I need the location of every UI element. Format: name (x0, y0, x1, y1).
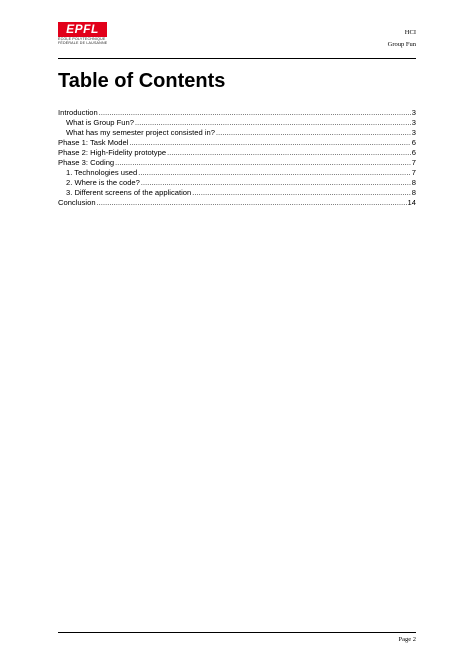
epfl-logo-mark: EPFL (58, 22, 107, 37)
epfl-logo-line-1: ÉCOLE POLYTECHNIQUE (58, 37, 106, 41)
header-course: HCI (404, 29, 416, 36)
running-header (388, 27, 416, 51)
footer-rule (58, 632, 416, 633)
dot-leader (138, 169, 411, 179)
toc-entry-text: Introduction (58, 108, 98, 117)
toc-page-number: 6 (411, 138, 416, 147)
toc-entry-different-screens[interactable] (58, 188, 416, 198)
header-project: Group Fun (387, 41, 416, 48)
toc-entry-text: Phase 2: High-Fidelity prototype (58, 148, 167, 157)
toc-entry-text: Phase 1: Task Model (58, 138, 129, 147)
toc-title: Table of Contents (58, 70, 226, 92)
toc-page-number: 8 (411, 188, 416, 197)
toc-page-number: 8 (411, 178, 416, 187)
toc-page-number: 14 (407, 198, 416, 207)
toc-entry-text: What has my semester project consisted in? (66, 128, 215, 137)
toc-entry-introduction[interactable] (58, 108, 416, 118)
toc-entry-phase-3[interactable] (58, 158, 416, 168)
toc-page-number: 3 (411, 108, 416, 117)
dot-leader (216, 129, 411, 139)
dot-leader (129, 139, 410, 149)
footer-page-number: Page 2 (398, 636, 416, 643)
toc-entry-semester-project[interactable] (58, 128, 416, 138)
dot-leader (167, 149, 411, 159)
toc-entry-text: 2. Where is the code? (66, 178, 140, 187)
toc-entry-text: Conclusion (58, 198, 96, 207)
toc-entry-phase-1[interactable] (58, 138, 416, 148)
toc-entry-technologies-used[interactable] (58, 168, 416, 178)
toc-list (58, 108, 416, 208)
epfl-logo (58, 22, 116, 48)
toc-entry-where-is-the-code[interactable] (58, 178, 416, 188)
toc-page-number: 6 (411, 148, 416, 157)
epfl-logo-line-2: FÉDÉRALE DE LAUSANNE (58, 41, 108, 46)
toc-page-number: 3 (411, 118, 416, 127)
toc-entry-phase-2[interactable] (58, 148, 416, 158)
toc-entry-text: What is Group Fun? (66, 118, 134, 127)
toc-entry-what-is-group-fun[interactable] (58, 118, 416, 128)
toc-entry-text: 3. Different screens of the application (66, 188, 192, 197)
toc-page-number: 3 (411, 128, 416, 137)
toc-entry-text: 1. Technologies used (66, 168, 138, 177)
toc-page-number: 7 (411, 158, 416, 167)
toc-page-number: 7 (411, 168, 416, 177)
toc-entry-conclusion[interactable] (58, 198, 416, 208)
toc-entry-text: Phase 3: Coding (58, 158, 115, 167)
header-rule (58, 58, 416, 59)
dot-leader (97, 199, 407, 209)
dot-leader (99, 109, 411, 119)
dot-leader (115, 159, 411, 169)
dot-leader (192, 189, 411, 199)
